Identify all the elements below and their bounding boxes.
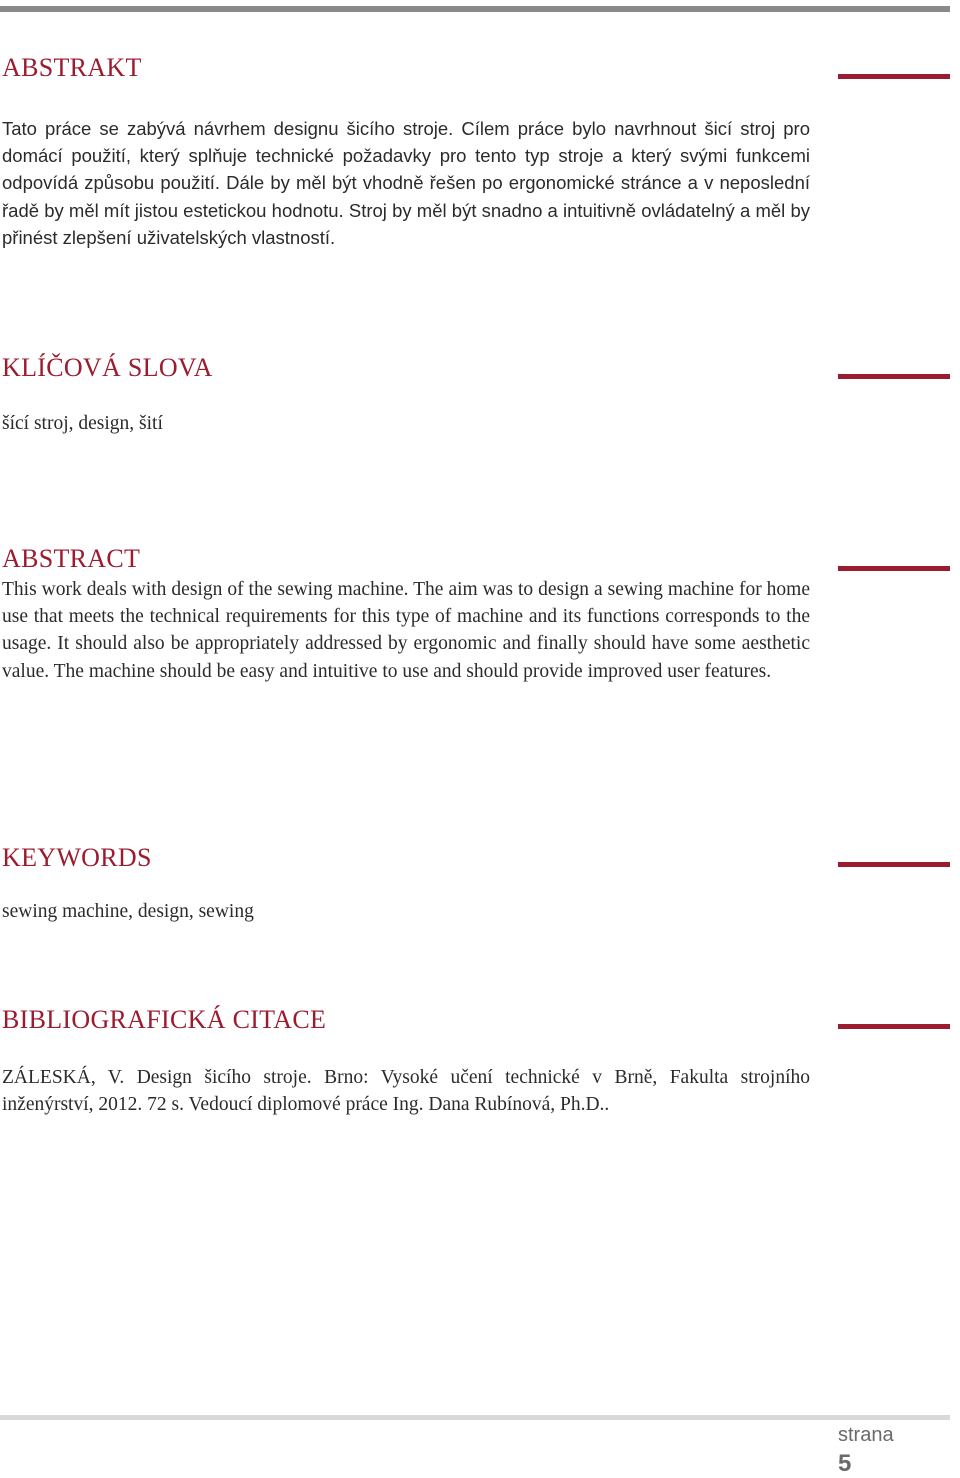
keywords-text: sewing machine, design, sewing (2, 901, 254, 922)
page-label: strana (838, 1424, 894, 1446)
keywords-heading: KEYWORDS (2, 843, 152, 872)
citace-heading: BIBLIOGRAFICKÁ CITACE (2, 1005, 327, 1034)
abstrakt-accent-bar (838, 74, 950, 79)
klicova-slova-accent-bar (838, 374, 950, 379)
klicova-slova-heading: KLÍČOVÁ SLOVA (2, 353, 213, 382)
keywords-accent-bar (838, 862, 950, 867)
citace-accent-bar (838, 1024, 950, 1029)
page-number: 5 (838, 1450, 852, 1477)
abstract-accent-bar (838, 566, 950, 571)
top-rule (0, 6, 950, 12)
abstrakt-text: Tato práce se zabývá návrhem designu šicího stroje. Cílem práce bylo navrhnout šicí stroj pro domácí použití, který splňuje technické požadavky pro tento typ stroje a který svými funkcemi odpovídá způsobu použití. Dále by měl být vhodně řešen po ergonomické stránce a v neposlední řadě by měl mít jistou estetickou hodnotu. Stroj by měl být snadno a intuitivně ovládatelný a měl by přinést zlepšení uživatelských vlastností. (2, 118, 810, 248)
abstrakt-heading: ABSTRAKT (2, 53, 142, 82)
citace-text: ZÁLESKÁ, V. Design šicího stroje. Brno: Vysoké učení technické v Brně, Fakulta strojního inženýrství, 2012. 72 s. Vedoucí diplomové práce Ing. Dana Rubínová, Ph.D.. (2, 1067, 810, 1116)
abstract-heading: ABSTRACT (2, 544, 141, 573)
bottom-rule (0, 1415, 950, 1420)
klicova-slova-text: šící stroj, design, šití (2, 413, 163, 434)
abstract-text: This work deals with design of the sewing machine. The aim was to design a sewing machine for home use that meets the technical requirements for this type of machine and its functions corresponds to the usage. It should also be appropriately addressed by ergonomic and finally should have some aesthetic value. The machine should be easy and intuitive to use and should provide improved user features. (2, 579, 810, 682)
